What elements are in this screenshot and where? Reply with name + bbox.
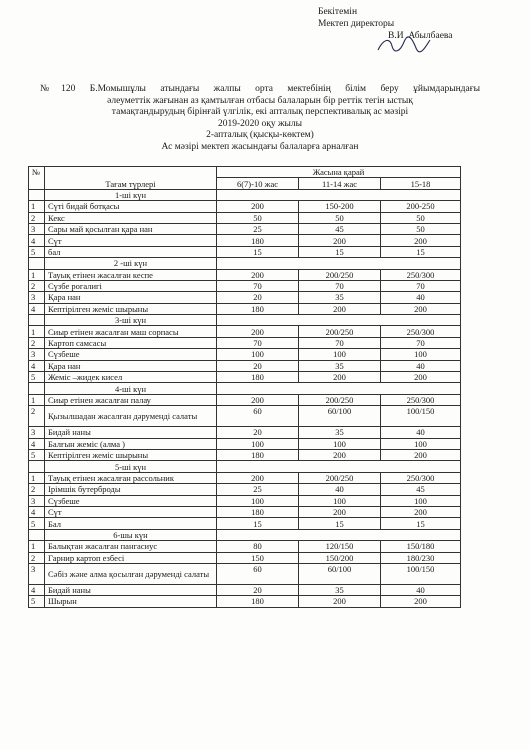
title-line-6: Ас мәзірі мектеп жасындағы балаларға арналған	[161, 141, 359, 152]
dish-name: Бал	[45, 518, 217, 529]
table-row	[29, 449, 461, 460]
portion-age-c: 40	[381, 584, 461, 595]
portion-age-c: 250/300	[381, 394, 461, 405]
dish-name: Тауық етінен жасалған кеспе	[45, 269, 217, 280]
row-number: 4	[29, 438, 45, 449]
dish-name: Бидай наны	[45, 584, 217, 595]
portion-age-a: 70	[217, 280, 299, 291]
portion-age-c: 70	[381, 280, 461, 291]
header-age: Жасына қарай	[217, 167, 461, 178]
dish-name: Шырын	[45, 596, 217, 607]
portion-age-c: 100/150	[381, 563, 461, 584]
portion-age-b: 200/250	[299, 326, 381, 337]
row-number: 4	[29, 506, 45, 517]
row-number: 1	[29, 541, 45, 552]
portion-age-c: 100	[381, 438, 461, 449]
day-header-row	[29, 258, 461, 269]
portion-age-a: 60	[217, 406, 299, 427]
day-filler-cell	[217, 461, 461, 472]
row-number: 5	[29, 372, 45, 383]
portion-age-a: 20	[217, 292, 299, 303]
dish-name: Кептірілген жеміс шырыны	[45, 449, 217, 460]
dish-name: Сүт	[45, 506, 217, 517]
table-row	[29, 360, 461, 371]
portion-age-a: 180	[217, 235, 299, 246]
dish-name: Сиыр етінен жасалған маш сорпасы	[45, 326, 217, 337]
portion-age-a: 200	[217, 326, 299, 337]
table-row	[29, 212, 461, 223]
title-line-5: 2-апталық (қысқы-көктем)	[206, 130, 314, 140]
dish-name: Сәбіз және алма қосылған дәруменді салаты	[45, 563, 217, 584]
portion-age-c: 100	[381, 495, 461, 506]
portion-age-a: 50	[217, 212, 299, 223]
row-number: 3	[29, 223, 45, 234]
table-row	[29, 303, 461, 314]
table-row	[29, 506, 461, 517]
day-filler-cell	[217, 258, 461, 269]
portion-age-b: 200	[299, 235, 381, 246]
portion-age-b: 200/250	[299, 472, 381, 483]
row-number: 4	[29, 360, 45, 371]
day-label: 3-ші күн	[45, 315, 217, 326]
portion-age-a: 180	[217, 506, 299, 517]
portion-age-b: 100	[299, 349, 381, 360]
table-row	[29, 337, 461, 348]
row-number: 3	[29, 495, 45, 506]
row-number: 4	[29, 235, 45, 246]
approval-position: Мектеп директоры	[318, 19, 395, 29]
document-title	[40, 84, 480, 153]
dish-name: Кекс	[45, 212, 217, 223]
table-row	[29, 349, 461, 360]
portion-age-a: 180	[217, 372, 299, 383]
portion-age-a: 70	[217, 337, 299, 348]
day-empty-cell	[29, 529, 45, 540]
table-row	[29, 495, 461, 506]
portion-age-c: 200	[381, 235, 461, 246]
portion-age-b: 70	[299, 280, 381, 291]
table-row	[29, 201, 461, 212]
portion-age-b: 35	[299, 584, 381, 595]
table-row	[29, 596, 461, 607]
portion-age-c: 150/180	[381, 541, 461, 552]
row-number: 3	[29, 427, 45, 438]
portion-age-b: 200/250	[299, 394, 381, 405]
portion-age-c: 200	[381, 303, 461, 314]
portion-age-c: 40	[381, 292, 461, 303]
row-number: 3	[29, 563, 45, 584]
portion-age-b: 100	[299, 438, 381, 449]
header-age-a: 6(7)-10 жас	[217, 178, 299, 189]
dish-name: Балғын жеміс (алма )	[45, 438, 217, 449]
dish-name: Сүт	[45, 235, 217, 246]
dish-name: Тауық етінен жасалған рассольник	[45, 472, 217, 483]
row-number: 5	[29, 596, 45, 607]
row-number: 2	[29, 406, 45, 427]
day-header-row	[29, 315, 461, 326]
portion-age-b: 200/250	[299, 269, 381, 280]
table-row	[29, 472, 461, 483]
table-row	[29, 406, 461, 427]
day-header-row	[29, 529, 461, 540]
portion-age-b: 200	[299, 449, 381, 460]
portion-age-a: 15	[217, 518, 299, 529]
portion-age-c: 15	[381, 518, 461, 529]
dish-name: Қара нан	[45, 360, 217, 371]
day-filler-cell	[217, 529, 461, 540]
row-number: 2	[29, 552, 45, 563]
table-row	[29, 235, 461, 246]
portion-age-c: 40	[381, 427, 461, 438]
dish-name: Сары май қосылған қара нан	[45, 223, 217, 234]
table-row	[29, 280, 461, 291]
portion-age-a: 200	[217, 201, 299, 212]
header-age-c: 15-18	[381, 178, 461, 189]
table-row	[29, 223, 461, 234]
portion-age-a: 25	[217, 484, 299, 495]
day-label: 4-ші күн	[45, 383, 217, 394]
day-empty-cell	[29, 383, 45, 394]
portion-age-a: 15	[217, 246, 299, 257]
portion-age-a: 20	[217, 360, 299, 371]
table-row	[29, 584, 461, 595]
row-number: 1	[29, 326, 45, 337]
approval-signatory: В.И .Абылбаева	[388, 31, 453, 41]
header-age-b: 11-14 жас	[299, 178, 381, 189]
portion-age-c: 250/300	[381, 472, 461, 483]
portion-age-c: 250/300	[381, 326, 461, 337]
table-row	[29, 372, 461, 383]
row-number: 5	[29, 246, 45, 257]
table-row	[29, 246, 461, 257]
dish-name: Картоп самсасы	[45, 337, 217, 348]
title-line-4: 2019-2020 оқу жылы	[217, 118, 303, 129]
portion-age-a: 200	[217, 394, 299, 405]
dish-name: Қара нан	[45, 292, 217, 303]
day-header-row	[29, 461, 461, 472]
portion-age-c: 200-250	[381, 201, 461, 212]
portion-age-a: 100	[217, 438, 299, 449]
day-filler-cell	[217, 315, 461, 326]
table-row	[29, 484, 461, 495]
table-row	[29, 427, 461, 438]
portion-age-a: 25	[217, 223, 299, 234]
dish-name: Балықтан жасалған пангасиус	[45, 541, 217, 552]
portion-age-b: 200	[299, 596, 381, 607]
portion-age-b: 60/100	[299, 406, 381, 427]
table-row	[29, 269, 461, 280]
dish-name: Кептірілген жеміс шырыны	[45, 303, 217, 314]
portion-age-b: 150-200	[299, 201, 381, 212]
row-number: 5	[29, 518, 45, 529]
portion-age-a: 100	[217, 349, 299, 360]
day-label: 6-шы күн	[45, 529, 217, 540]
dish-name: Қызылшадан жасалған дәруменді салаты	[45, 406, 217, 427]
dish-name: Сүзбеше	[45, 495, 217, 506]
dish-name: Ірімшік бутерброды	[45, 484, 217, 495]
row-number: 3	[29, 349, 45, 360]
table-row	[29, 394, 461, 405]
row-number: 1	[29, 472, 45, 483]
portion-age-c: 50	[381, 223, 461, 234]
day-header-row	[29, 383, 461, 394]
portion-age-a: 200	[217, 472, 299, 483]
portion-age-c: 40	[381, 360, 461, 371]
portion-age-b: 45	[299, 223, 381, 234]
portion-age-c: 100/150	[381, 406, 461, 427]
title-line-1: №120 Б.Момышұлы атындағы жалпы орта мектебінің білім беру ұйымдарындағы	[40, 84, 480, 94]
row-number: 5	[29, 449, 45, 460]
portion-age-b: 200	[299, 372, 381, 383]
dish-name: Бидай наны	[45, 427, 217, 438]
portion-age-c: 180/230	[381, 552, 461, 563]
portion-age-b: 200	[299, 303, 381, 314]
dish-name: Сиыр етінен жасалған палау	[45, 394, 217, 405]
table-row	[29, 563, 461, 584]
portion-age-a: 20	[217, 584, 299, 595]
portion-age-b: 150/200	[299, 552, 381, 563]
portion-age-c: 100	[381, 349, 461, 360]
portion-age-a: 100	[217, 495, 299, 506]
portion-age-a: 60	[217, 563, 299, 584]
menu-table	[28, 166, 461, 608]
portion-age-b: 15	[299, 518, 381, 529]
portion-age-b: 70	[299, 337, 381, 348]
row-number: 2	[29, 280, 45, 291]
portion-age-a: 150	[217, 552, 299, 563]
header-number: №	[29, 167, 45, 190]
portion-age-c: 200	[381, 506, 461, 517]
portion-age-b: 15	[299, 246, 381, 257]
portion-age-c: 50	[381, 212, 461, 223]
day-header-row	[29, 189, 461, 200]
title-line-3: тамақтандырудың бірінғай үлгілік, екі апталық перспективалық ас мәзірі	[111, 107, 409, 117]
portion-age-b: 100	[299, 495, 381, 506]
day-label: 1-ші күн	[45, 189, 217, 200]
portion-age-a: 20	[217, 427, 299, 438]
portion-age-c: 70	[381, 337, 461, 348]
portion-age-c: 250/300	[381, 269, 461, 280]
portion-age-b: 200	[299, 506, 381, 517]
row-number: 3	[29, 292, 45, 303]
dish-name: Сүті бидай ботқасы	[45, 201, 217, 212]
title-line-2: әлеуметтік жағынан аз қамтылған отбасы балаларын бір реттік тегін ыстық	[107, 95, 413, 106]
day-label: 5-ші күн	[45, 461, 217, 472]
portion-age-a: 180	[217, 303, 299, 314]
dish-name: Гарнир картоп езбесі	[45, 552, 217, 563]
portion-age-c: 200	[381, 449, 461, 460]
dish-name: Жеміс –жидек кисел	[45, 372, 217, 383]
day-filler-cell	[217, 383, 461, 394]
table-row	[29, 292, 461, 303]
portion-age-c: 200	[381, 372, 461, 383]
table-row	[29, 541, 461, 552]
portion-age-a: 80	[217, 541, 299, 552]
handwritten-signature	[376, 36, 432, 54]
table-row	[29, 326, 461, 337]
portion-age-c: 15	[381, 246, 461, 257]
row-number: 1	[29, 269, 45, 280]
portion-age-b: 35	[299, 292, 381, 303]
table-row	[29, 518, 461, 529]
portion-age-a: 180	[217, 449, 299, 460]
approval-heading: Бекітемін	[318, 7, 358, 17]
approval-block	[318, 6, 518, 42]
row-number: 4	[29, 303, 45, 314]
portion-age-a: 200	[217, 269, 299, 280]
row-number: 4	[29, 584, 45, 595]
portion-age-a: 180	[217, 596, 299, 607]
row-number: 2	[29, 212, 45, 223]
portion-age-b: 120/150	[299, 541, 381, 552]
table-row	[29, 552, 461, 563]
dish-name: бал	[45, 246, 217, 257]
day-empty-cell	[29, 258, 45, 269]
dish-name: Сүзбе рогалигі	[45, 280, 217, 291]
table-row	[29, 438, 461, 449]
row-number: 1	[29, 201, 45, 212]
row-number: 2	[29, 484, 45, 495]
portion-age-c: 45	[381, 484, 461, 495]
day-empty-cell	[29, 315, 45, 326]
day-empty-cell	[29, 461, 45, 472]
portion-age-b: 60/100	[299, 563, 381, 584]
menu-table-body	[29, 189, 461, 607]
day-empty-cell	[29, 189, 45, 200]
day-filler-cell	[217, 189, 461, 200]
portion-age-c: 200	[381, 596, 461, 607]
day-label: 2 -ші күн	[45, 258, 217, 269]
header-dish: Тағам түрлері	[45, 167, 217, 190]
portion-age-b: 35	[299, 360, 381, 371]
portion-age-b: 50	[299, 212, 381, 223]
dish-name: Сүзбеше	[45, 349, 217, 360]
row-number: 2	[29, 337, 45, 348]
row-number: 1	[29, 394, 45, 405]
portion-age-b: 40	[299, 484, 381, 495]
portion-age-b: 35	[299, 427, 381, 438]
